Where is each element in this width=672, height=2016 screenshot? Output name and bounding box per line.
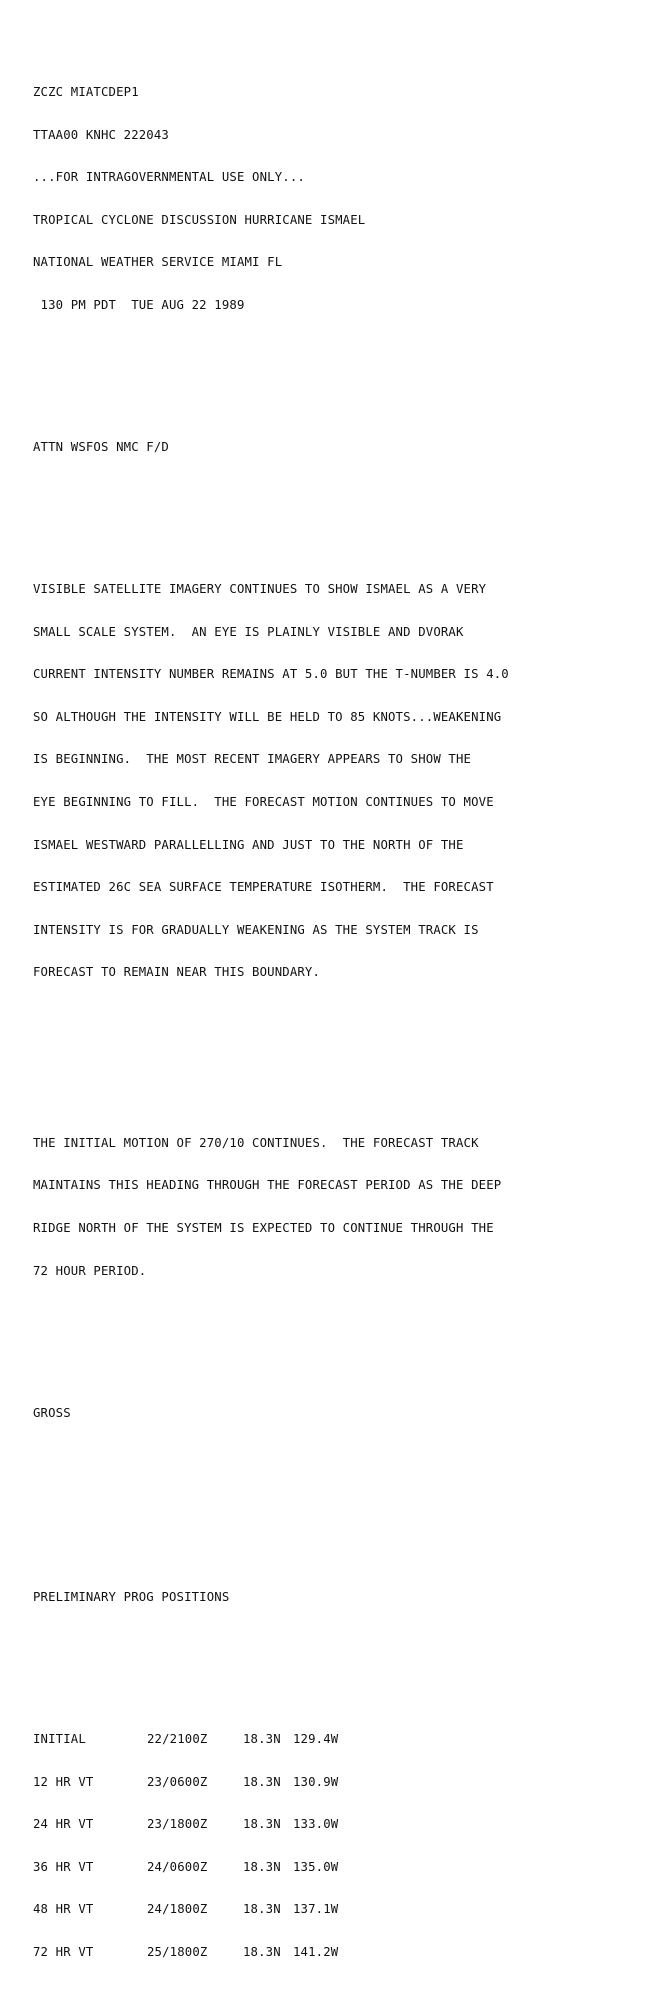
paragraph-line: 72 HOUR PERIOD. (33, 1263, 147, 1278)
longitude: 133.0W (293, 1817, 339, 1832)
latitude: 18.3N (243, 1774, 281, 1789)
latitude: 18.3N (243, 1817, 281, 1832)
longitude: 129.4W (293, 1732, 339, 1747)
latitude: 18.3N (243, 1902, 281, 1917)
paragraph-line: THE INITIAL MOTION OF 270/10 CONTINUES. THE FORECAST TRACK (33, 1135, 479, 1150)
discussion-paragraph-1 (33, 554, 669, 1008)
forecast-hour: 72 HR VT (33, 1945, 94, 1960)
prog-positions-title: PRELIMINARY PROG POSITIONS (33, 1590, 230, 1605)
header-line: NATIONAL WEATHER SERVICE MIAMI FL (33, 255, 283, 270)
latitude: 18.3N (243, 1732, 281, 1747)
attention-line: ATTN WSFOS NMC F/D (33, 439, 169, 454)
prog-positions-table (33, 1704, 669, 1988)
paragraph-line: IS BEGINNING. THE MOST RECENT IMAGERY APPEARS TO SHOW THE (33, 752, 472, 767)
paragraph-line: VISIBLE SATELLITE IMAGERY CONTINUES TO SHOW ISMAEL AS A VERY (33, 581, 487, 596)
forecast-hour: INITIAL (33, 1732, 86, 1747)
table-row (33, 1817, 669, 1831)
paragraph-line: MAINTAINS THIS HEADING THROUGH THE FORECAST PERIOD AS THE DEEP (33, 1178, 502, 1193)
bulletin-header (33, 57, 669, 341)
table-row (33, 1775, 669, 1789)
header-line: TTAA00 KNHC 222043 (33, 127, 169, 142)
forecast-hour: 12 HR VT (33, 1774, 94, 1789)
valid-time: 23/1800Z (147, 1817, 208, 1832)
paragraph-line: ESTIMATED 26C SEA SURFACE TEMPERATURE ISOTHERM. THE FORECAST (33, 880, 494, 895)
table-row (33, 1902, 669, 1916)
forecaster-signature: GROSS (33, 1405, 71, 1420)
paragraph-line: ISMAEL WESTWARD PARALLELLING AND JUST TO THE NORTH OF THE (33, 837, 464, 852)
header-line: ZCZC MIATCDEP1 (33, 85, 139, 100)
longitude: 137.1W (293, 1902, 339, 1917)
forecast-hour: 24 HR VT (33, 1817, 94, 1832)
valid-time: 24/0600Z (147, 1859, 208, 1874)
forecast-hour: 36 HR VT (33, 1859, 94, 1874)
table-row (33, 1945, 669, 1959)
paragraph-line: SO ALTHOUGH THE INTENSITY WILL BE HELD TO 85 KNOTS...WEAKENING (33, 709, 502, 724)
paragraph-line: CURRENT INTENSITY NUMBER REMAINS AT 5.0 BUT THE T-NUMBER IS 4.0 (33, 667, 509, 682)
paragraph-line: RIDGE NORTH OF THE SYSTEM IS EXPECTED TO CONTINUE THROUGH THE (33, 1220, 494, 1235)
longitude: 130.9W (293, 1774, 339, 1789)
header-line: ...FOR INTRAGOVERNMENTAL USE ONLY... (33, 170, 305, 185)
latitude: 18.3N (243, 1945, 281, 1960)
paragraph-line: SMALL SCALE SYSTEM. AN EYE IS PLAINLY VISIBLE AND DVORAK (33, 624, 464, 639)
discussion-document (33, 14, 669, 2016)
header-line: TROPICAL CYCLONE DISCUSSION HURRICANE ISMAEL (33, 212, 366, 227)
longitude: 141.2W (293, 1945, 339, 1960)
paragraph-line: INTENSITY IS FOR GRADUALLY WEAKENING AS THE SYSTEM TRACK IS (33, 922, 479, 937)
header-line: 130 PM PDT TUE AUG 22 1989 (33, 297, 245, 312)
valid-time: 22/2100Z (147, 1732, 208, 1747)
table-row (33, 1860, 669, 1874)
discussion-paragraph-2 (33, 1107, 669, 1306)
forecast-hour: 48 HR VT (33, 1902, 94, 1917)
paragraph-line: FORECAST TO REMAIN NEAR THIS BOUNDARY. (33, 965, 321, 980)
valid-time: 24/1800Z (147, 1902, 208, 1917)
valid-time: 23/0600Z (147, 1774, 208, 1789)
longitude: 135.0W (293, 1859, 339, 1874)
paragraph-line: EYE BEGINNING TO FILL. THE FORECAST MOTION CONTINUES TO MOVE (33, 794, 494, 809)
valid-time: 25/1800Z (147, 1945, 208, 1960)
table-row (33, 1732, 669, 1746)
latitude: 18.3N (243, 1859, 281, 1874)
